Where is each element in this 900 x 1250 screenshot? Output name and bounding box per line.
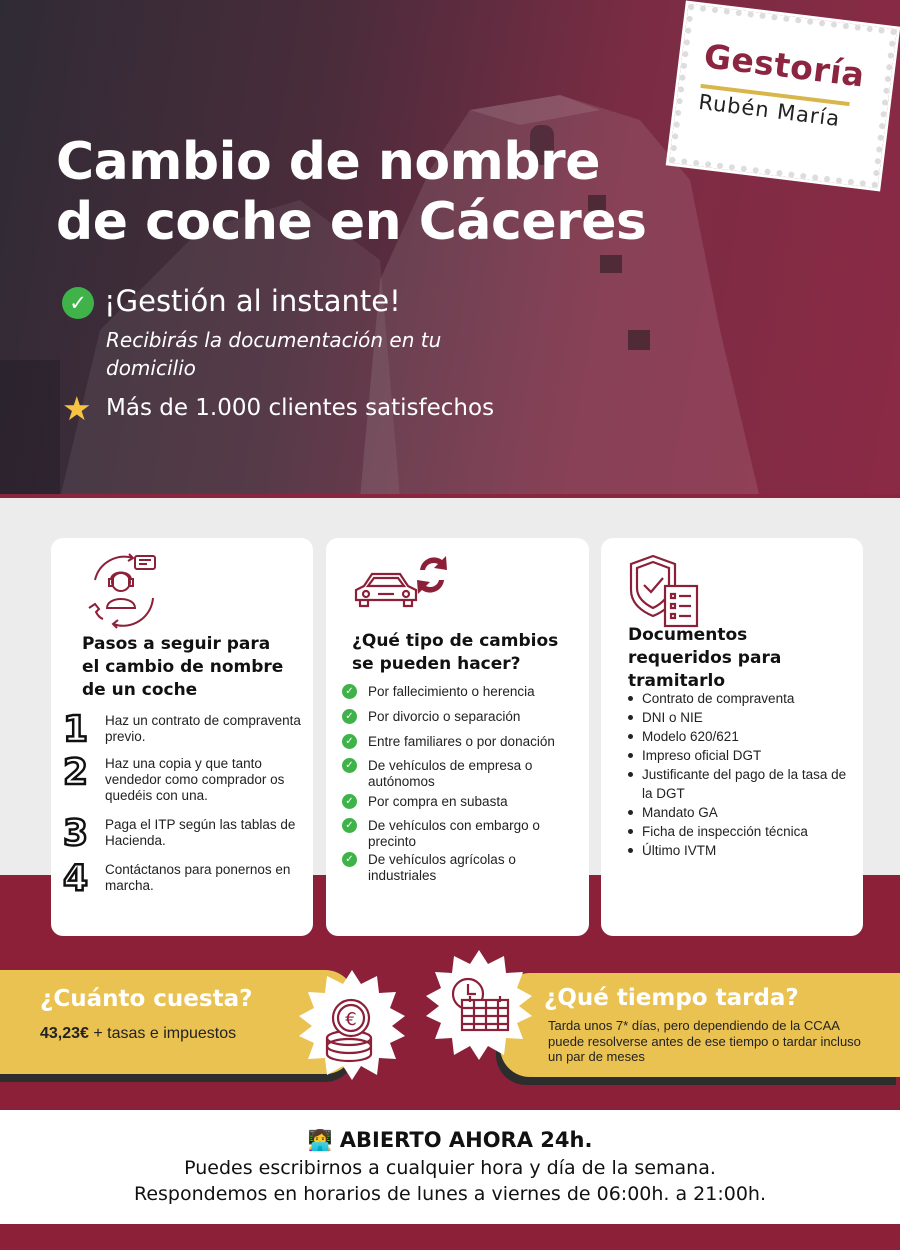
feature-instant-label: ¡Gestión al instante!	[104, 284, 401, 318]
check-icon: ✓	[342, 818, 357, 833]
document-item: Modelo 620/621	[626, 727, 851, 746]
change-item	[342, 758, 578, 790]
feature-clients-label: Más de 1.000 clientes satisfechos	[106, 395, 495, 421]
footer	[0, 1110, 900, 1224]
check-icon: ✓	[342, 794, 357, 809]
svg-text:€: €	[345, 1009, 357, 1030]
page-title: Cambio de nombre de coche en Cáceres	[56, 132, 647, 252]
card-documents-title: Documentos requeridos para tramitarlo	[628, 625, 782, 691]
star-icon: ★	[62, 389, 92, 428]
document-item: Impreso oficial DGT	[626, 746, 851, 765]
brand-logo-stamp	[669, 4, 897, 188]
brand-name: Gestoría	[701, 36, 867, 95]
step-number: 2	[63, 752, 89, 793]
check-icon: ✓	[342, 734, 357, 749]
step-number: 4	[63, 858, 89, 899]
footer-bar	[0, 1224, 900, 1250]
change-item	[342, 709, 578, 725]
change-item-label: Por fallecimiento o herencia	[368, 684, 535, 699]
hero-divider	[0, 494, 900, 498]
step-text: Haz una copia y que tanto vendedor como comprador os quedéis con una.	[105, 756, 285, 803]
footer-title	[0, 1128, 900, 1152]
document-item: DNI o NIE	[626, 708, 851, 727]
feature-clients	[62, 389, 494, 428]
time-title: ¿Qué tiempo tarda?	[544, 985, 799, 1011]
feature-instant-sub: Recibirás la documentación en tu domicilio	[106, 328, 442, 380]
card-steps	[51, 538, 313, 936]
step-text: Haz un contrato de compraventa previo.	[105, 713, 301, 744]
documents-list	[626, 689, 851, 860]
document-item: Mandato GA	[626, 803, 851, 822]
change-item	[342, 794, 578, 810]
document-item: Último IVTM	[626, 841, 851, 860]
brand-sub: Rubén María	[697, 89, 842, 132]
price-rest: + tasas e impuestos	[88, 1025, 237, 1042]
price-text	[40, 1025, 236, 1043]
card-steps-title: Pasos a seguir para el cambio de nombre de un coche	[82, 634, 284, 700]
check-icon: ✓	[62, 287, 94, 319]
change-item	[342, 852, 578, 884]
step-number: 1	[63, 709, 89, 750]
change-item-label: De vehículos con embargo o precinto	[368, 818, 540, 849]
step-text: Paga el ITP según las tablas de Hacienda.	[105, 817, 296, 848]
footer-title-text: ABIERTO AHORA 24h.	[339, 1128, 593, 1152]
step-number: 3	[63, 813, 89, 854]
shield-document-icon	[627, 552, 707, 632]
change-item-label: De vehículos de empresa o autónomos	[368, 758, 533, 789]
support-agent-icon	[83, 550, 163, 630]
footer-line-2: Respondemos en horarios de lunes a viernes de 06:00h. a 21:00h.	[133, 1183, 767, 1205]
change-item-label: Por divorcio o separación	[368, 709, 521, 724]
card-changes-title: ¿Qué tipo de cambios se pueden hacer?	[352, 631, 559, 674]
time-text: Tarda unos 7* días, pero dependiendo de la CCAA puede resolverse antes de ese tiempo o tardar incluso un par de meses	[548, 1018, 861, 1064]
change-item	[342, 684, 578, 700]
change-item-label: Entre familiares o por donación	[368, 734, 555, 749]
change-item-label: Por compra en subasta	[368, 794, 508, 809]
calendar-clock-icon	[422, 948, 536, 1062]
card-documents	[601, 538, 863, 936]
document-item: Contrato de compraventa	[626, 689, 851, 708]
check-icon: ✓	[342, 852, 357, 867]
price-amount: 43,23€	[40, 1025, 89, 1042]
document-item: Ficha de inspección técnica	[626, 822, 851, 841]
car-exchange-icon	[350, 550, 450, 620]
coins-icon	[295, 968, 409, 1082]
price-title: ¿Cuánto cuesta?	[40, 986, 253, 1012]
check-icon: ✓	[342, 709, 357, 724]
worker-emoji-icon: 👩‍💻	[307, 1128, 333, 1152]
change-item	[342, 734, 578, 750]
check-icon: ✓	[342, 684, 357, 699]
check-icon: ✓	[342, 758, 357, 773]
time-panel	[500, 973, 900, 1077]
change-item-label: De vehículos agrícolas o industriales	[368, 852, 516, 883]
card-changes	[326, 538, 589, 936]
footer-line-1: Puedes escribirnos a cualquier hora y día de la semana.	[184, 1157, 716, 1179]
change-item	[342, 818, 578, 850]
document-item: Justificante del pago de la tasa de la DGT	[626, 765, 851, 803]
feature-instant	[62, 284, 401, 319]
step-text: Contáctanos para ponernos en marcha.	[105, 862, 291, 893]
